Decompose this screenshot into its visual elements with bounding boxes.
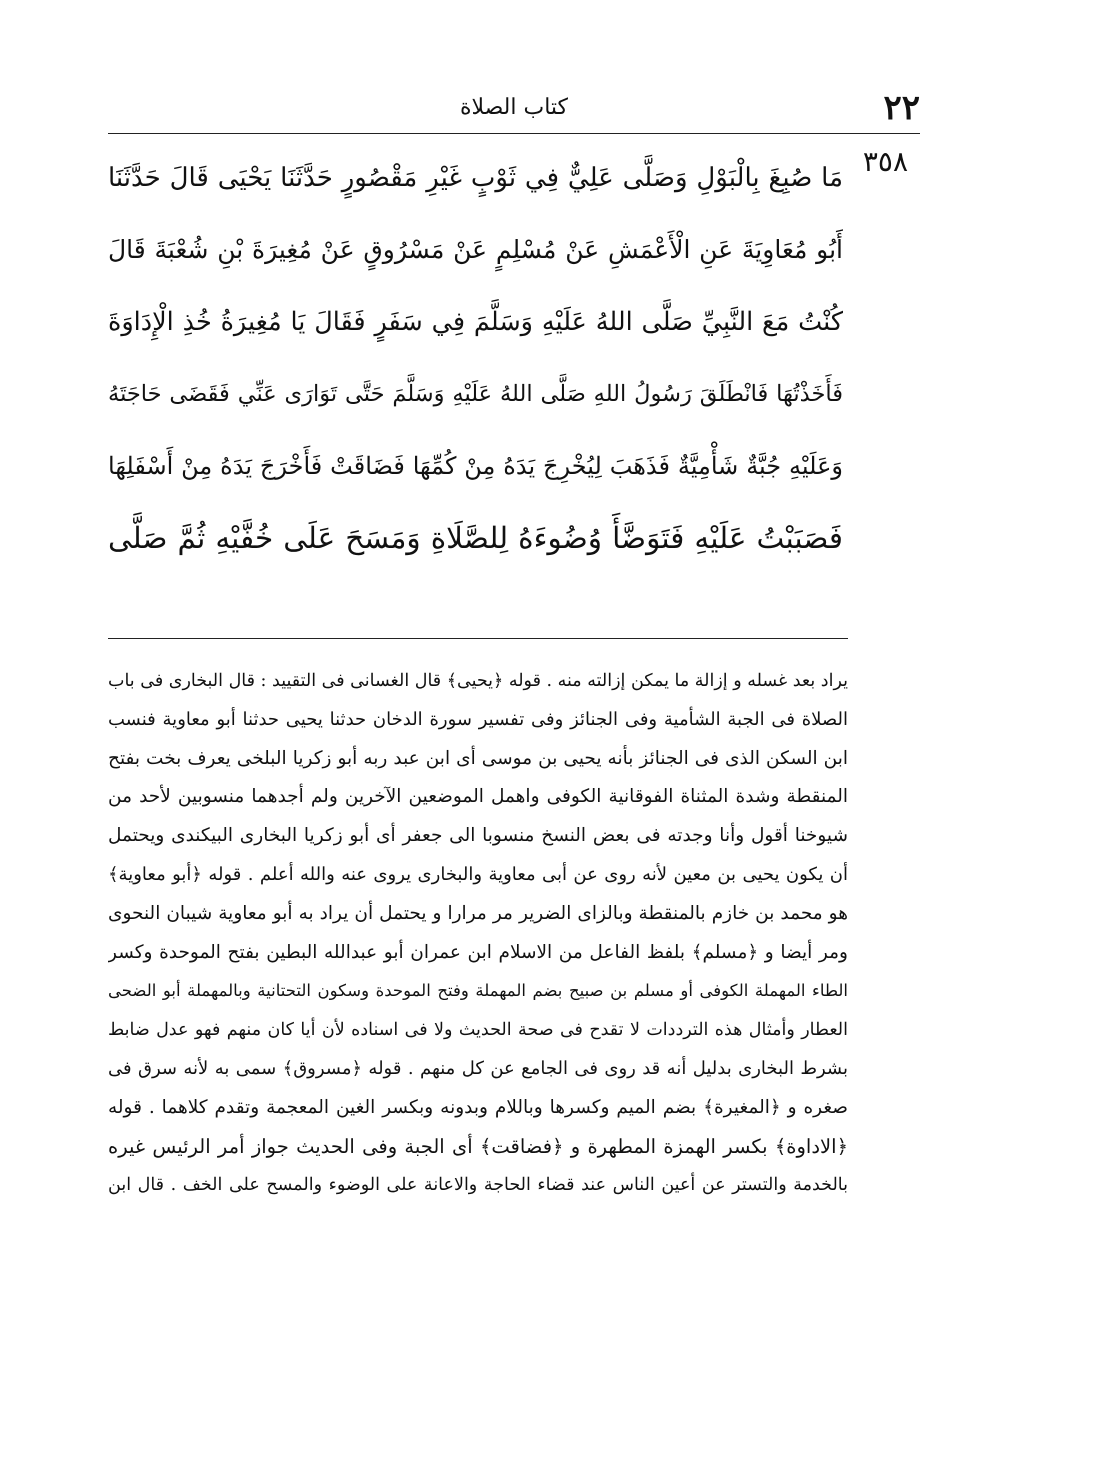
footnote-line: الصلاة فى الجبة الشأمية وفى الجنائز وفى تفسير سورة الدخان حدثنا يحيى حدثنا أبو معاوية فنسب bbox=[108, 708, 848, 730]
footnote-line: بالخدمة والتستر عن أعين الناس عند قضاء الحاجة والاعانة على الوضوء والمسح على الخف . قال ابن bbox=[108, 1175, 848, 1196]
footnote-line: المنقطة وشدة المثناة الفوقانية الكوفى واهمل الموضعين الآخرين ولم أجدهما منسوبين لأحد من bbox=[108, 786, 848, 808]
hadith-line: وَعَلَيْهِ جُبَّةٌ شَأْمِيَّةٌ فَذَهَبَ لِيُخْرِجَ يَدَهُ مِنْ كُمِّهَا فَضَاقَتْ فَأَخْرَجَ يَدَهُ مِنْ أَسْفَلِهَا bbox=[108, 452, 843, 480]
header-divider bbox=[108, 133, 920, 134]
hadith-number: ٣٥٨ bbox=[862, 145, 908, 178]
hadith-text bbox=[108, 142, 843, 574]
footnote-line: صغره و ﴿المغيرة﴾ بضم الميم وكسرها وباللام وبدونه وبكسر الغين المعجمة وتقدم كلاهما . قوله bbox=[108, 1096, 848, 1118]
footnote-line: ابن السكن الذى فى الجنائز بأنه يحيى بن موسى أى ابن عبد ربه أبو زكريا البلخى يعرف بخت بفتح bbox=[108, 747, 848, 769]
footnote-divider bbox=[108, 638, 848, 639]
page-header bbox=[108, 88, 920, 128]
footnote-line: ومر أيضا و ﴿مسلم﴾ بلفظ الفاعل من الاسلام ابن عمران أبو عبدالله البطين بفتح الموحدة وكسر bbox=[108, 941, 848, 963]
footnote-line: العطار وأمثال هذه الترددات لا تقدح فى صحة الحديث ولا فى اسناده لأن أيا كان منهم فهو عدل ضابط bbox=[108, 1020, 848, 1041]
footnotes bbox=[108, 662, 848, 1205]
footnote-line: بشرط البخارى بدليل أنه قد روى فى الجامع عن كل منهم . قوله ﴿مسروق﴾ سمى به لأنه سرق فى bbox=[108, 1057, 848, 1079]
footnote-line: ﴿الاداوة﴾ بكسر الهمزة المطهرة و ﴿فضاقت﴾ أى الجبة وفى الحديث جواز أمر الرئيس غيره bbox=[108, 1134, 848, 1158]
hadith-line: كُنْتُ مَعَ النَّبِيِّ صَلَّى اللهُ عَلَيْهِ وَسَلَّمَ فِي سَفَرٍ فَقَالَ يَا مُغِيرَةُ خُذِ الْإِدَاوَةَ bbox=[108, 307, 843, 337]
footnote-line: هو محمد بن خازم بالمنقطة وبالزاى الضرير مر مرارا و يحتمل أن يراد به أبو معاوية شيبان النحوى bbox=[108, 902, 848, 924]
hadith-line: أَبُو مُعَاوِيَةَ عَنِ الْأَعْمَشِ عَنْ مُسْلِمٍ عَنْ مَسْرُوقٍ عَنْ مُغِيرَةَ بْنِ شُعْبَةَ قَالَ bbox=[108, 235, 843, 264]
page-number: ۲۲ bbox=[883, 88, 920, 128]
hadith-line: فَأَخَذْتُهَا فَانْطَلَقَ رَسُولُ اللهِ صَلَّى اللهُ عَلَيْهِ وَسَلَّمَ حَتَّى تَوَارَى عَنِّي فَقَضَى حَاجَتَهُ bbox=[108, 381, 843, 407]
running-title: كتاب الصلاة bbox=[459, 95, 569, 120]
hadith-line: فَصَبَبْتُ عَلَيْهِ فَتَوَضَّأَ وُضُوءَهُ لِلصَّلَاةِ وَمَسَحَ عَلَى خُفَّيْهِ ثُمَّ صَلَّى bbox=[108, 521, 843, 555]
footnote-line: شيوخنا أقول وأنا وجدته فى بعض النسخ منسوبا الى جعفر أى أبو زكريا البخارى البيكندى ويحتمل bbox=[108, 825, 848, 847]
footnote-line: الطاء المهملة الكوفى أو مسلم بن صبيح بضم المهملة وفتح الموحدة وسكون التحتانية وبالمهملة أبو الضحى bbox=[108, 981, 848, 1001]
footnote-line: يراد بعد غسله و إزالة ما يمكن إزالته منه . قوله ﴿يحيى﴾ قال الغسانى فى التقييد : قال البخارى فى باب bbox=[108, 671, 848, 691]
hadith-line: مَا صُبِغَ بِالْبَوْلِ وَصَلَّى عَلِيٌّ فِي ثَوْبٍ غَيْرِ مَقْصُورٍ حَدَّثَنَا يَحْيَى قَالَ حَدَّثَنَا bbox=[108, 163, 843, 193]
footnote-line: أن يكون يحيى بن معين لأنه روى عن أبى معاوية والبخارى يروى عنه والله أعلم . قوله ﴿أبو معاوية﴾ bbox=[108, 863, 848, 885]
